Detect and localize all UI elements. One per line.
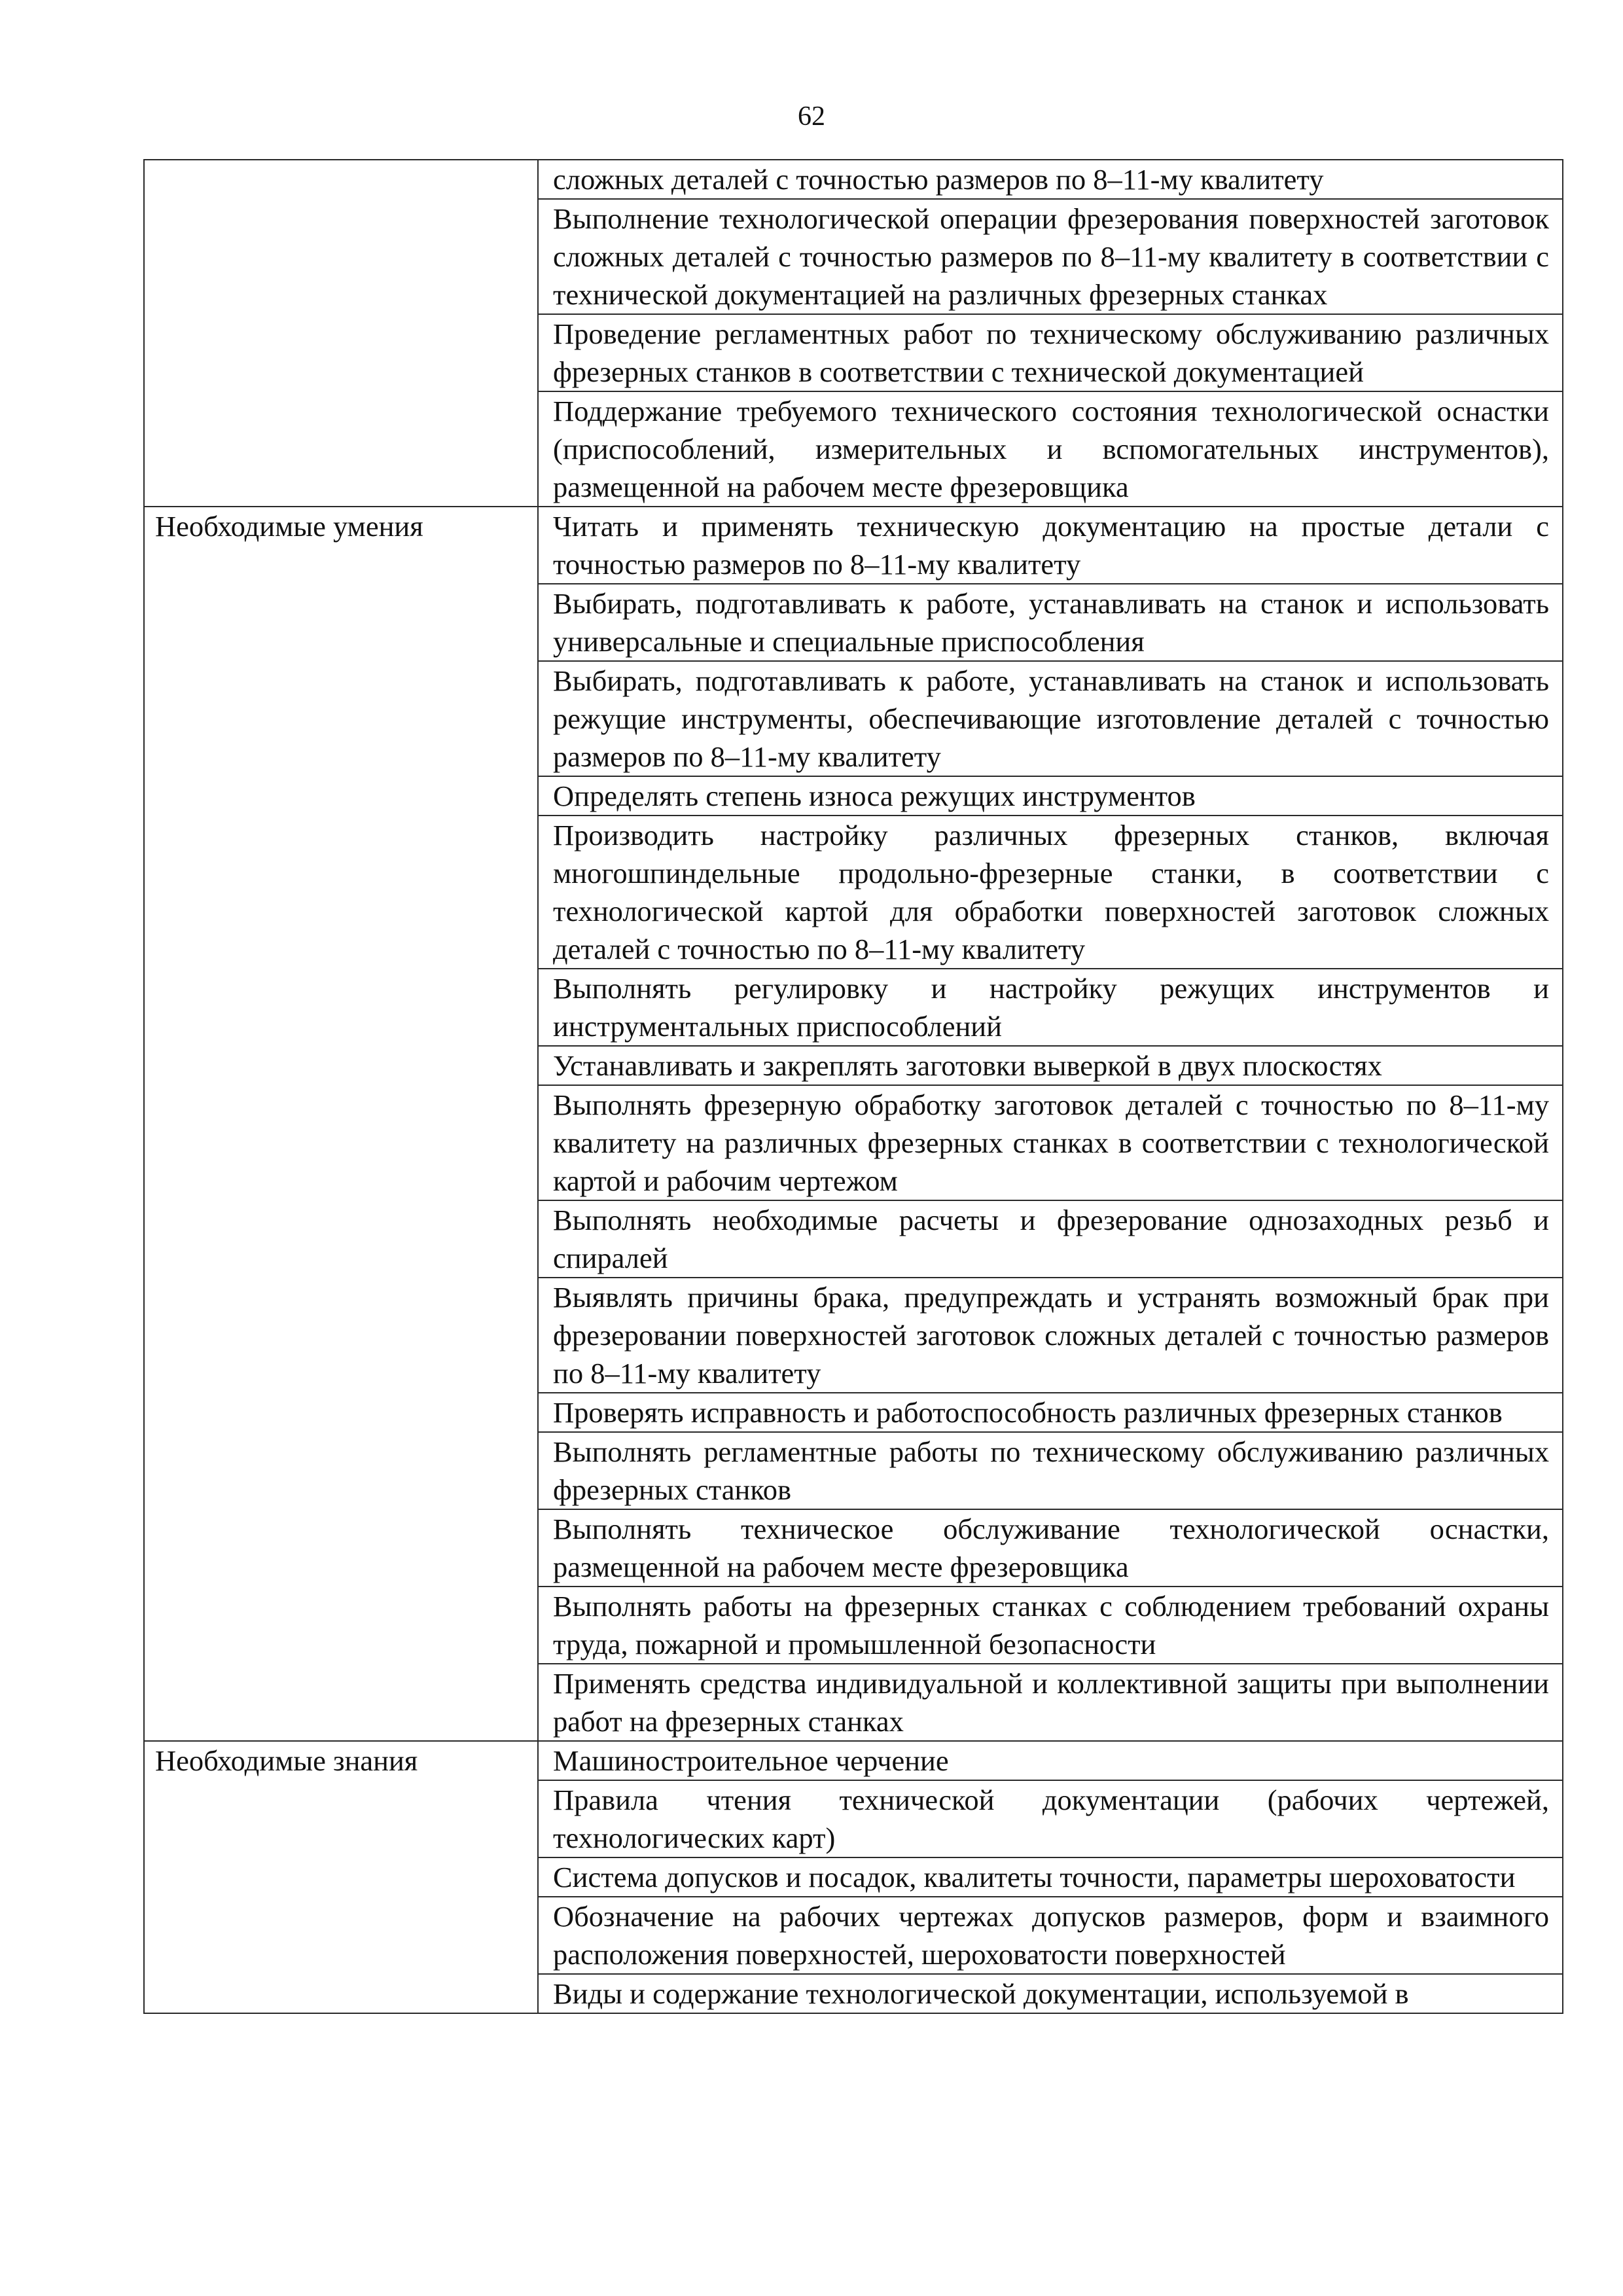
requirement-item: Выявлять причины брака, предупреждать и устранять возможный брак при фрезеровании поверхностей заготовок сложных деталей с точностью размеров по 8–11-му квалитету (538, 1278, 1563, 1393)
requirement-item: Определять степень износа режущих инструментов (538, 776, 1563, 816)
requirement-item: Выполнять работы на фрезерных станках с соблюдением требований охраны труда, пожарной и промышленной безопасности (538, 1587, 1563, 1664)
requirement-item: Производить настройку различных фрезерных станков, включая многошпиндельные продольно-фрезерные станки, в соответствии с технологической картой для обработки поверхностей заготовок сложных деталей с точностью по 8–11-му квалитету (538, 816, 1563, 969)
requirement-item: Проверять исправность и работоспособность различных фрезерных станков (538, 1393, 1563, 1432)
competency-table (143, 159, 1563, 2014)
requirement-item: Выполнение технологической операции фрезерования поверхностей заготовок сложных деталей с точностью размеров по 8–11-му квалитету в соответствии с технической документацией на различных фрезерных станках (538, 199, 1563, 314)
requirement-item: Проведение регламентных работ по техническому обслуживанию различных фрезерных станков в соответствии с технической документацией (538, 314, 1563, 391)
requirement-item: Выбирать, подготавливать к работе, устанавливать на станок и использовать универсальные и специальные приспособления (538, 584, 1563, 661)
page-number: 62 (798, 101, 825, 132)
section-label-empty (144, 160, 538, 507)
requirement-item: сложных деталей с точностью размеров по 8–11-му квалитету (538, 160, 1563, 199)
requirement-item: Выполнять фрезерную обработку заготовок деталей с точностью по 8–11-му квалитету на различных фрезерных станках в соответствии с технологической картой и рабочим чертежом (538, 1085, 1563, 1200)
table-row (144, 160, 1563, 199)
requirement-item: Виды и содержание технологической документации, используемой в (538, 1974, 1563, 2013)
requirement-item: Правила чтения технической документации (рабочих чертежей, технологических карт) (538, 1780, 1563, 1857)
requirement-item: Машиностроительное черчение (538, 1741, 1563, 1780)
requirement-item: Поддержание требуемого технического состояния технологической оснастки (приспособлений, измерительных и вспомогательных инструментов), размещенной на рабочем месте фрезеровщика (538, 391, 1563, 507)
requirement-item: Система допусков и посадок, квалитеты точности, параметры шероховатости (538, 1857, 1563, 1897)
section-label: Необходимые знания (144, 1741, 538, 2013)
requirement-item: Выполнять необходимые расчеты и фрезерование однозаходных резьб и спиралей (538, 1200, 1563, 1278)
section-label: Необходимые умения (144, 507, 538, 1741)
requirement-item: Обозначение на рабочих чертежах допусков размеров, форм и взаимного расположения поверхностей, шероховатости поверхностей (538, 1897, 1563, 1974)
requirement-item: Устанавливать и закреплять заготовки выверкой в двух плоскостях (538, 1046, 1563, 1085)
requirement-item: Выполнять регулировку и настройку режущих инструментов и инструментальных приспособлений (538, 969, 1563, 1046)
competency-table-body (144, 160, 1563, 2013)
requirement-item: Читать и применять техническую документацию на простые детали с точностью размеров по 8–11-му квалитету (538, 507, 1563, 584)
table-row (144, 507, 1563, 584)
requirement-item: Выполнять регламентные работы по техническому обслуживанию различных фрезерных станков (538, 1432, 1563, 1509)
table-row (144, 1741, 1563, 1780)
requirement-item: Выполнять техническое обслуживание технологической оснастки, размещенной на рабочем месте фрезеровщика (538, 1509, 1563, 1587)
requirement-item: Применять средства индивидуальной и коллективной защиты при выполнении работ на фрезерных станках (538, 1664, 1563, 1741)
requirement-item: Выбирать, подготавливать к работе, устанавливать на станок и использовать режущие инструменты, обеспечивающие изготовление деталей с точностью размеров по 8–11-му квалитету (538, 661, 1563, 776)
